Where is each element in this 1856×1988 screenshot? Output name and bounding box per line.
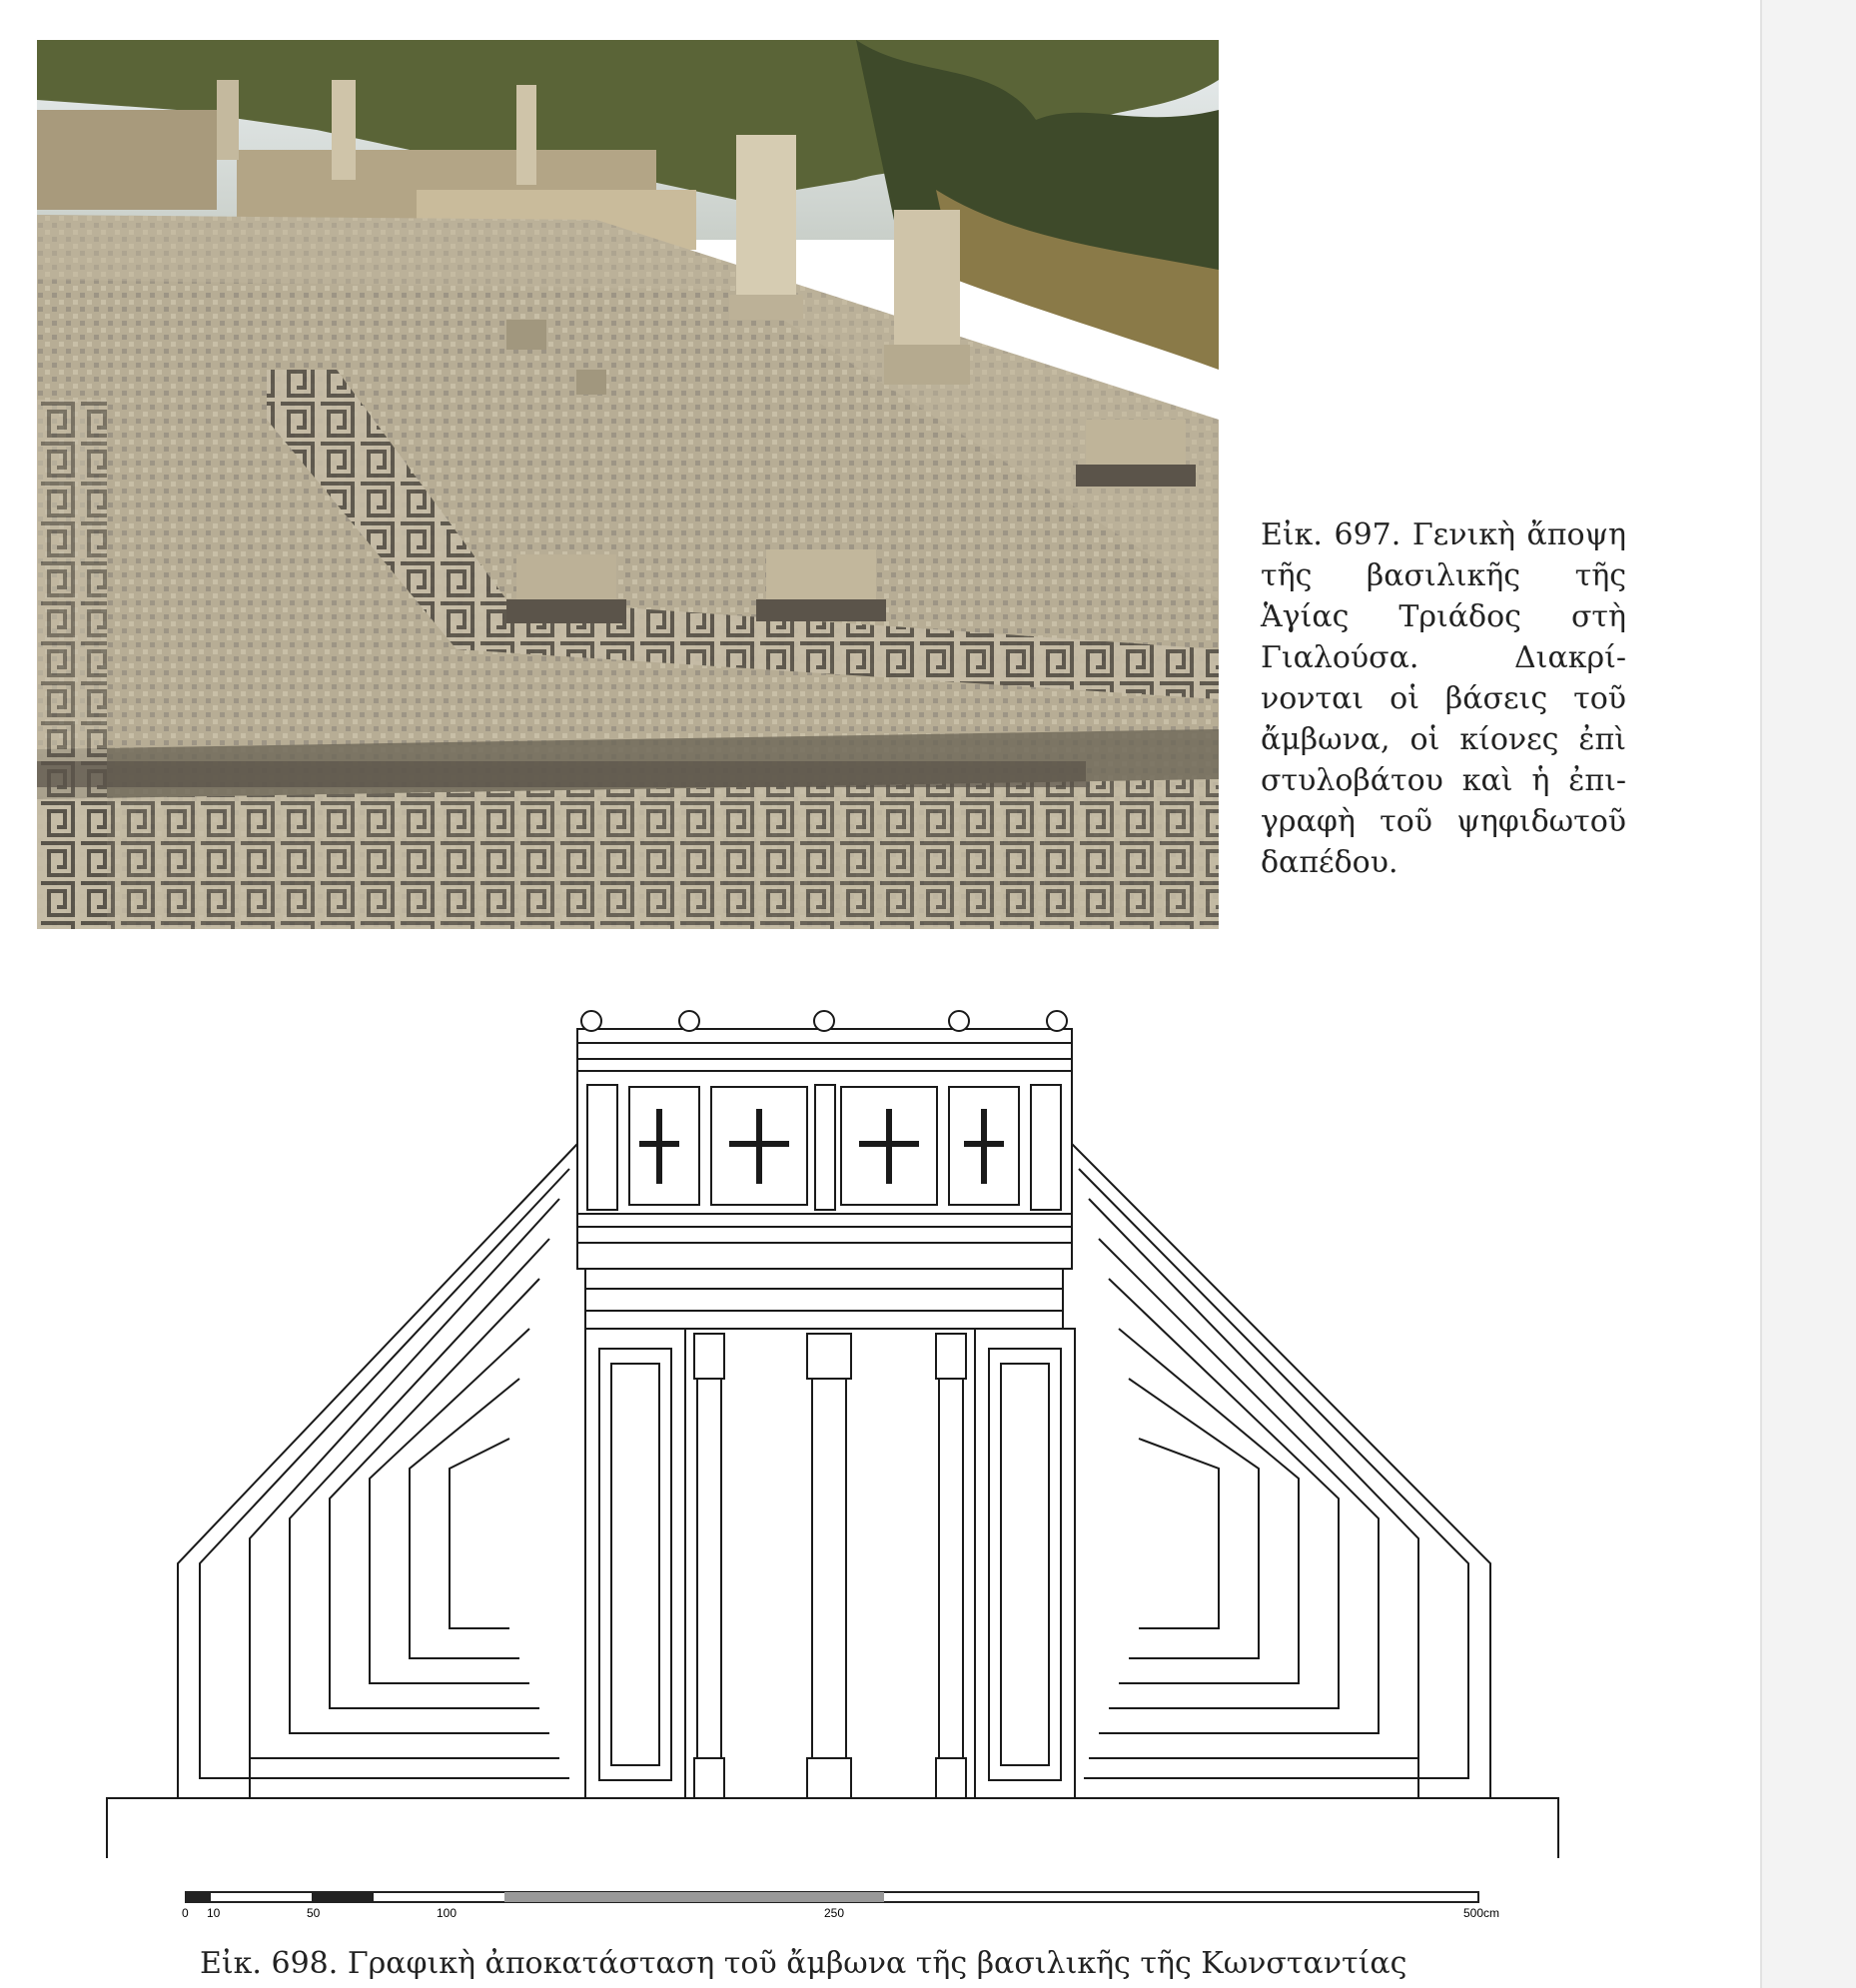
scale-tick-100: 100	[437, 1906, 458, 1920]
page-margin-strip	[1760, 0, 1856, 1988]
basilica-photo-illustration	[37, 40, 1219, 929]
ambo-reconstruction-drawing	[100, 999, 1568, 1858]
scale-end-label: 500cm	[1463, 1906, 1500, 1920]
finial-1	[581, 1011, 601, 1031]
left-stair-parapet	[178, 1144, 585, 1798]
figure-697-text: Γενικὴ ἄποψη τῆς βασιλικῆς τῆς Ἁγίας Τριάδος στὴ Γιαλούσα. Διακρίνονται οἱ βάσεις τοῦ ἄμβωνα, οἱ κίονες ἐπὶ στυλοβάτου καὶ ἡ ἐπιγραφὴ τοῦ ψηφιδωτοῦ δαπέδου.	[1261, 517, 1627, 880]
scale-bar-graphic	[185, 1888, 1513, 1908]
scale-tick-250: 250	[824, 1906, 845, 1920]
finial-5	[1047, 1011, 1067, 1031]
finial-2	[679, 1011, 699, 1031]
ambo-elevation-svg	[100, 999, 1568, 1858]
scale-tick-0: 0	[182, 1906, 189, 1920]
ambo-base-platform	[107, 1798, 1558, 1858]
ambo-pulpit	[577, 1029, 1072, 1269]
scale-tick-50: 50	[307, 1906, 321, 1920]
ambo-columns	[694, 1334, 966, 1798]
scale-tick-10: 10	[207, 1906, 221, 1920]
page-gutter-line	[1760, 0, 1762, 1988]
basilica-photograph	[37, 40, 1219, 929]
finial-4	[949, 1011, 969, 1031]
figure-698-caption: Εἰκ. 698. Γραφικὴ ἀποκατάσταση τοῦ ἄμβωνα τῆς βασιλικῆς τῆς Κωνσταντίας	[200, 1946, 1407, 1981]
figure-697-label: Εἰκ. 697.	[1261, 517, 1401, 552]
finial-3	[814, 1011, 834, 1031]
right-stair-parapet	[1072, 1144, 1490, 1798]
scale-bar	[182, 1888, 1513, 1928]
figure-697-caption	[1261, 514, 1626, 883]
